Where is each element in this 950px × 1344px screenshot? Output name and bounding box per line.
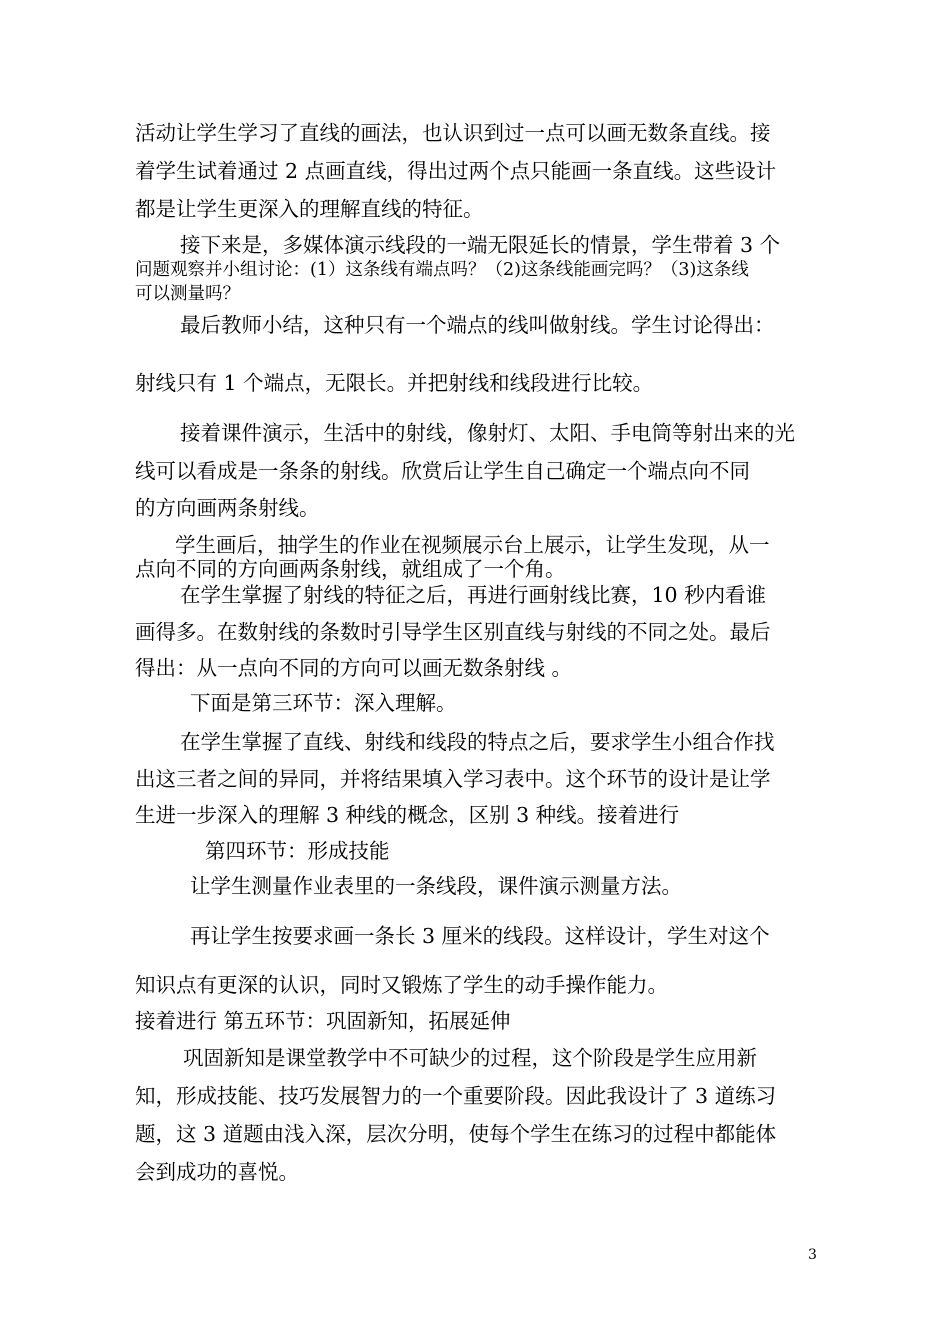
text-line: 下面是第三环节：深入理解。 bbox=[190, 691, 457, 715]
text-line: 再让学生按要求画一条长 3 厘米的线段。这样设计，学生对这个 bbox=[190, 924, 770, 948]
text-line: 接下来是，多媒体演示线段的一端无限延长的情景，学生带着 3 个 bbox=[180, 233, 781, 257]
text-line: 都是让学生更深入的理解直线的特征。 bbox=[135, 197, 484, 221]
text-line: 会到成功的喜悦。 bbox=[135, 1160, 299, 1184]
text-line: 的方向画两条射线。 bbox=[135, 496, 320, 520]
text-line: 线可以看成是一条条的射线。欣赏后让学生自己确定一个端点向不同 bbox=[135, 459, 750, 483]
text-line: 在学生掌握了直线、射线和线段的特点之后，要求学生小组合作找 bbox=[180, 730, 775, 754]
text-line: 题，这 3 道题由浅入深，层次分明，使每个学生在练习的过程中都能体 bbox=[135, 1122, 777, 1146]
text-line: 问题观察并小组讨论：(1）这条线有端点吗？（2)这条线能画完吗？（3)这条线 bbox=[135, 260, 749, 280]
text-line: 可以测量吗？ bbox=[135, 284, 240, 304]
text-line: 接着进行 第五环节：巩固新知，拓展延伸 bbox=[135, 1009, 511, 1033]
text-line: 知识点有更深的认识，同时又锻炼了学生的动手操作能力。 bbox=[135, 973, 668, 997]
text-line: 画得多。在数射线的条数时引导学生区别直线与射线的不同之处。最后 bbox=[135, 620, 771, 644]
text-line: 让学生测量作业表里的一条线段，课件演示测量方法。 bbox=[190, 874, 682, 898]
text-line: 射线只有 1 个端点，无限长。并把射线和线段进行比较。 bbox=[135, 371, 654, 395]
text-line: 得出：从一点向不同的方向可以画无数条射线 。 bbox=[135, 656, 573, 680]
text-line: 生进一步深入的理解 3 种线的概念，区别 3 种线。接着进行 bbox=[135, 803, 680, 827]
text-line: 知，形成技能、技巧发展智力的一个重要阶段。因此我设计了 3 道练习 bbox=[135, 1084, 777, 1108]
text-line: 学生画后，抽学生的作业在视频展示台上展示，让学生发现，从一 bbox=[175, 533, 770, 557]
page-number: 3 bbox=[808, 1247, 817, 1263]
text-line: 第四环节：形成技能 bbox=[205, 839, 390, 863]
text-line: 出这三者之间的异同，并将结果填入学习表中。这个环节的设计是让学 bbox=[135, 767, 771, 791]
text-line: 点向不同的方向画两条射线，就组成了一个角。 bbox=[135, 557, 566, 581]
text-line: 接着课件演示，生活中的射线，像射灯、太阳、手电筒等射出来的光 bbox=[180, 421, 795, 445]
text-line: 着学生试着通过 2 点画直线，得出过两个点只能画一条直线。这些设计 bbox=[135, 159, 777, 183]
text-line: 活动让学生学习了直线的画法，也认识到过一点可以画无数条直线。接 bbox=[135, 121, 771, 145]
text-line: 巩固新知是课堂教学中不可缺少的过程，这个阶段是学生应用新 bbox=[183, 1046, 757, 1070]
text-line: 最后教师小结，这种只有一个端点的线叫做射线。学生讨论得出： bbox=[180, 313, 775, 337]
text-line: 在学生掌握了射线的特征之后，再进行画射线比赛，10 秒内看谁 bbox=[180, 583, 767, 607]
